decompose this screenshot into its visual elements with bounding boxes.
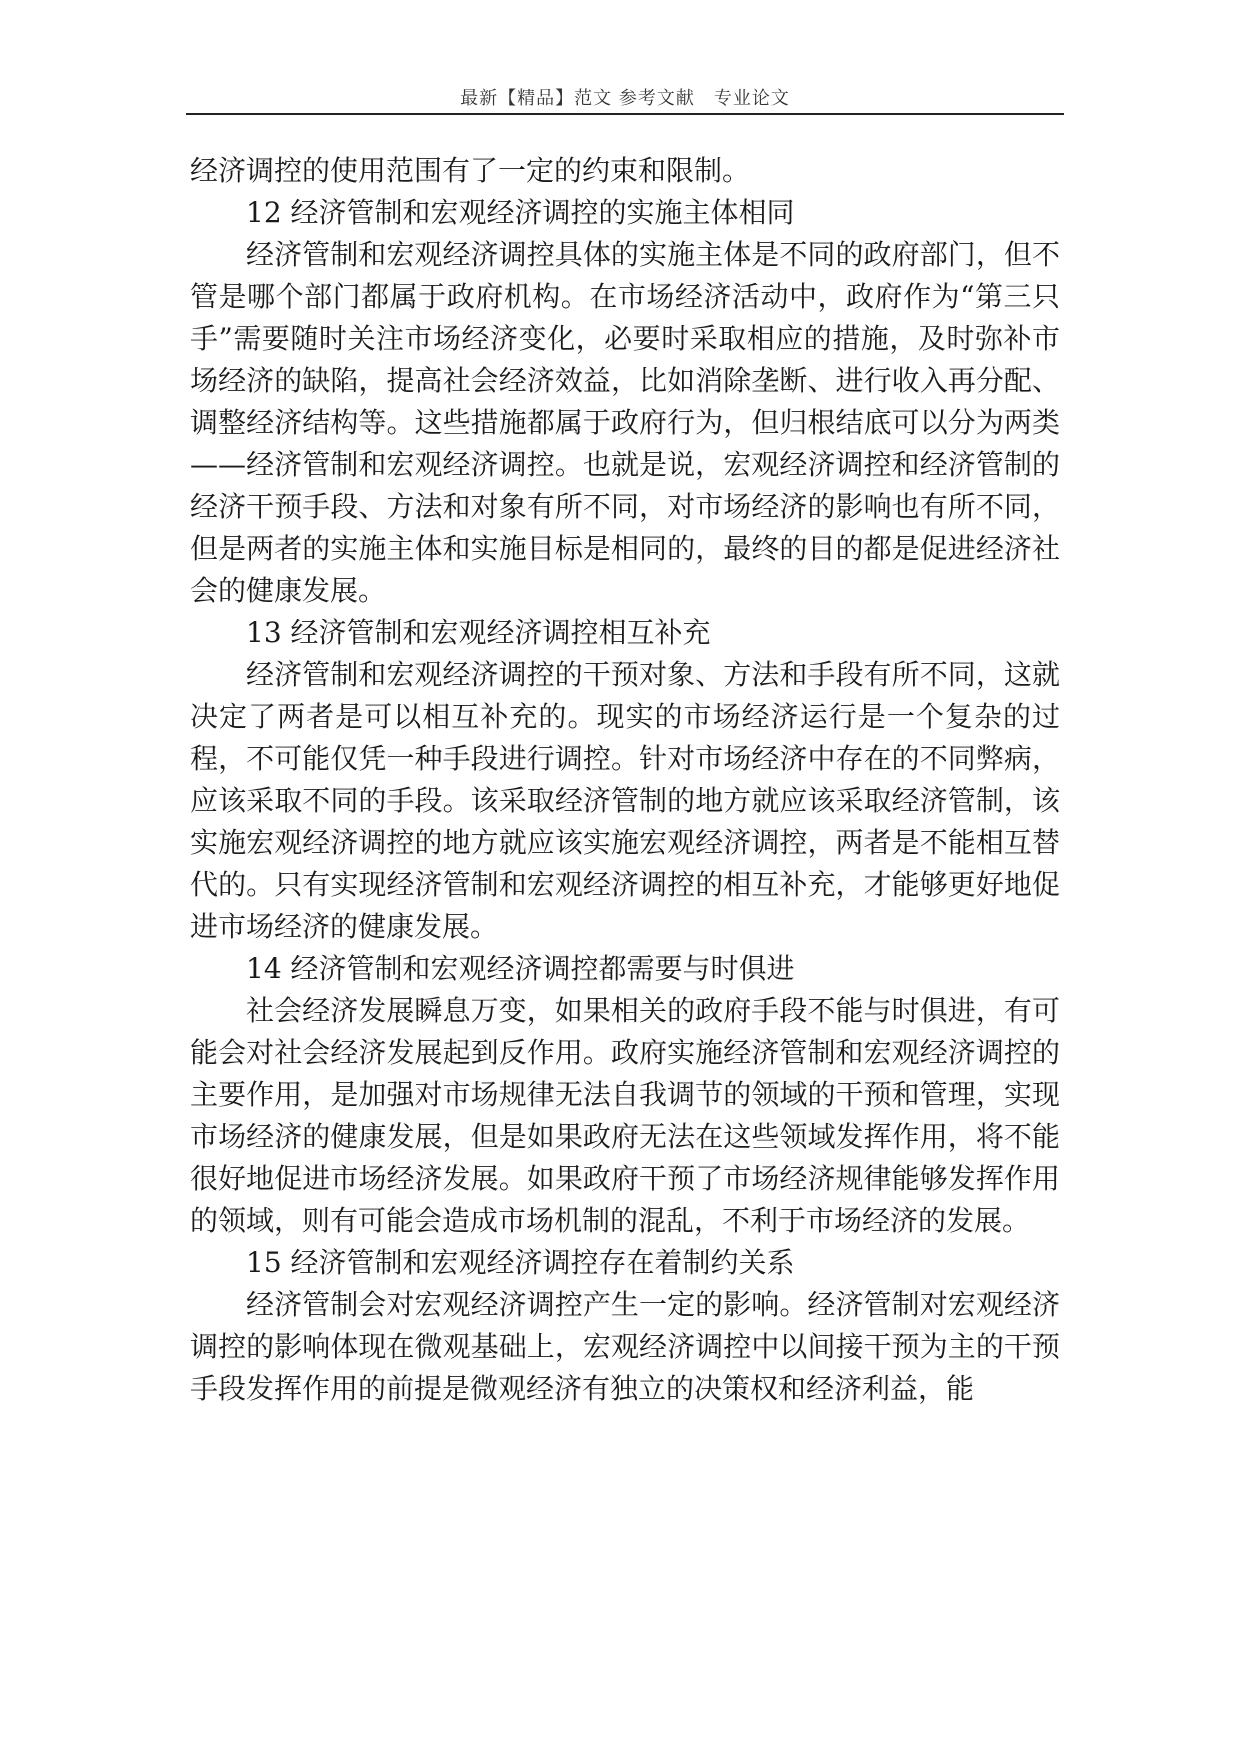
paragraph: 经济管制会对宏观经济调控产生一定的影响。经济管制对宏观经济调控的影响体现在微观基础上，宏观经济调控中以间接干预为主的干预手段发挥作用的前提是微观经济有独立的决策权和经济利益，能 [190,1288,1060,1405]
paragraph: 经济管制和宏观经济调控的干预对象、方法和手段有所不同，这就决定了两者是可以相互补充的。现实的市场经济运行是一个复杂的过程，不可能仅凭一种手段进行调控。针对市场经济中存在的不同弊病，应该采取不同的手段。该采取经济管制的地方就应该采取经济管制，该实施宏观经济调控的地方就应该实施宏观经济调控，两者是不能相互替代的。只有实现经济管制和宏观经济调控的相互补充，才能够更好地促进市场经济的健康发展。 [190,658,1060,943]
section-heading-14: 14 经济管制和宏观经济调控都需要与时俱进 [246,952,795,985]
document-body [190,150,1060,1410]
header-divider [186,113,1064,115]
section-heading-15: 15 经济管制和宏观经济调控存在着制约关系 [246,1246,795,1279]
section-heading-12: 12 经济管制和宏观经济调控的实施主体相同 [246,196,795,229]
paragraph: 社会经济发展瞬息万变，如果相关的政府手段不能与时俱进，有可能会对社会经济发展起到反作用。政府实施经济管制和宏观经济调控的主要作用，是加强对市场规律无法自我调节的领域的干预和管理，实现市场经济的健康发展，但是如果政府无法在这些领域发挥作用，将不能很好地促进市场经济发展。如果政府干预了市场经济规律能够发挥作用的领域，则有可能会造成市场机制的混乱，不利于市场经济的发展。 [190,994,1060,1237]
paragraph-continued: 经济调控的使用范围有了一定的约束和限制。 [190,154,751,187]
page-header: 最新【精品】范文 参考文献 专业论文 [460,88,790,109]
section-heading-13: 13 经济管制和宏观经济调控相互补充 [246,616,711,649]
paragraph: 经济管制和宏观经济调控具体的实施主体是不同的政府部门，但不管是哪个部门都属于政府机构。在市场经济活动中，政府作为“第三只手”需要随时关注市场经济变化，必要时采取相应的措施，及时弥补市场经济的缺陷，提高社会经济效益，比如消除垄断、进行收入再分配、调整经济结构等。这些措施都属于政府行为，但归根结底可以分为两类——经济管制和宏观经济调控。也就是说，宏观经济调控和经济管制的经济干预手段、方法和对象有所不同，对市场经济的影响也有所不同，但是两者的实施主体和实施目标是相同的，最终的目的都是促进经济社会的健康发展。 [190,238,1060,607]
